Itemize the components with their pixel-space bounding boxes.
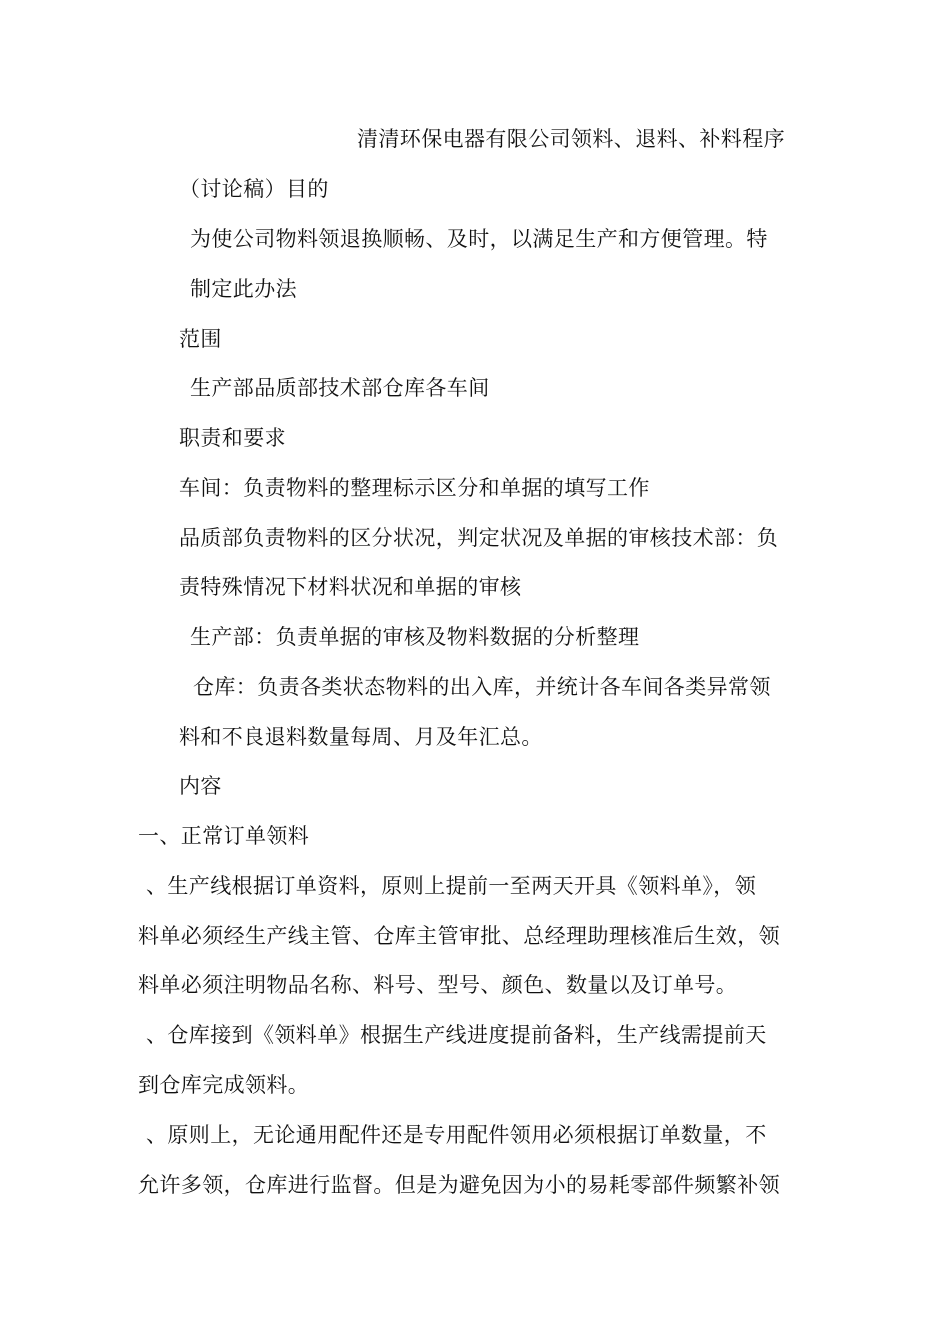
- text-line: 品质部负责物料的区分状况，判定状况及单据的审核技术部：负: [179, 526, 779, 550]
- section-heading: 职责和要求: [179, 426, 286, 450]
- text-line: 到仓库完成领料。: [138, 1073, 310, 1097]
- text-line: 、原则上，无论通用配件还是专用配件领用必须根据订单数量，不: [146, 1123, 767, 1147]
- text-line: 、生产线根据订单资料，原则上提前一至两天开具《领料单》，领: [146, 874, 757, 898]
- text-line: 允许多领，仓库进行监督。但是为避免因为小的易耗零部件频繁补领: [138, 1173, 780, 1197]
- text-line: 、仓库接到《领料单》根据生产线进度提前备料，生产线需提前天: [146, 1023, 767, 1047]
- section-heading: 范围: [179, 327, 222, 351]
- text-line: 责特殊情况下材料状况和单据的审核: [179, 575, 522, 599]
- text-line: 料单必须注明物品名称、料号、型号、颜色、数量以及订单号。: [138, 973, 738, 997]
- text-line: （讨论稿）目的: [179, 177, 329, 201]
- text-line: 制定此办法: [190, 277, 297, 301]
- section-heading: 一、正常订单领料: [138, 824, 310, 848]
- section-heading: 内容: [179, 774, 222, 798]
- text-line: 为使公司物料领退换顺畅、及时，以满足生产和方便管理。特: [190, 227, 768, 251]
- text-line: 料和不良退料数量每周、月及年汇总。: [179, 725, 543, 749]
- document-title: 清清环保电器有限公司领料、退料、补料程序: [357, 127, 785, 151]
- text-line: 生产部：负责单据的审核及物料数据的分析整理: [190, 625, 640, 649]
- text-line: 仓库：负责各类状态物料的出入库，并统计各车间各类异常领: [193, 675, 771, 699]
- text-line: 生产部品质部技术部仓库各车间: [190, 376, 490, 400]
- text-line: 车间：负责物料的整理标示区分和单据的填写工作: [179, 476, 650, 500]
- text-line: 料单必须经生产线主管、仓库主管审批、总经理助理核准后生效，领: [138, 924, 780, 948]
